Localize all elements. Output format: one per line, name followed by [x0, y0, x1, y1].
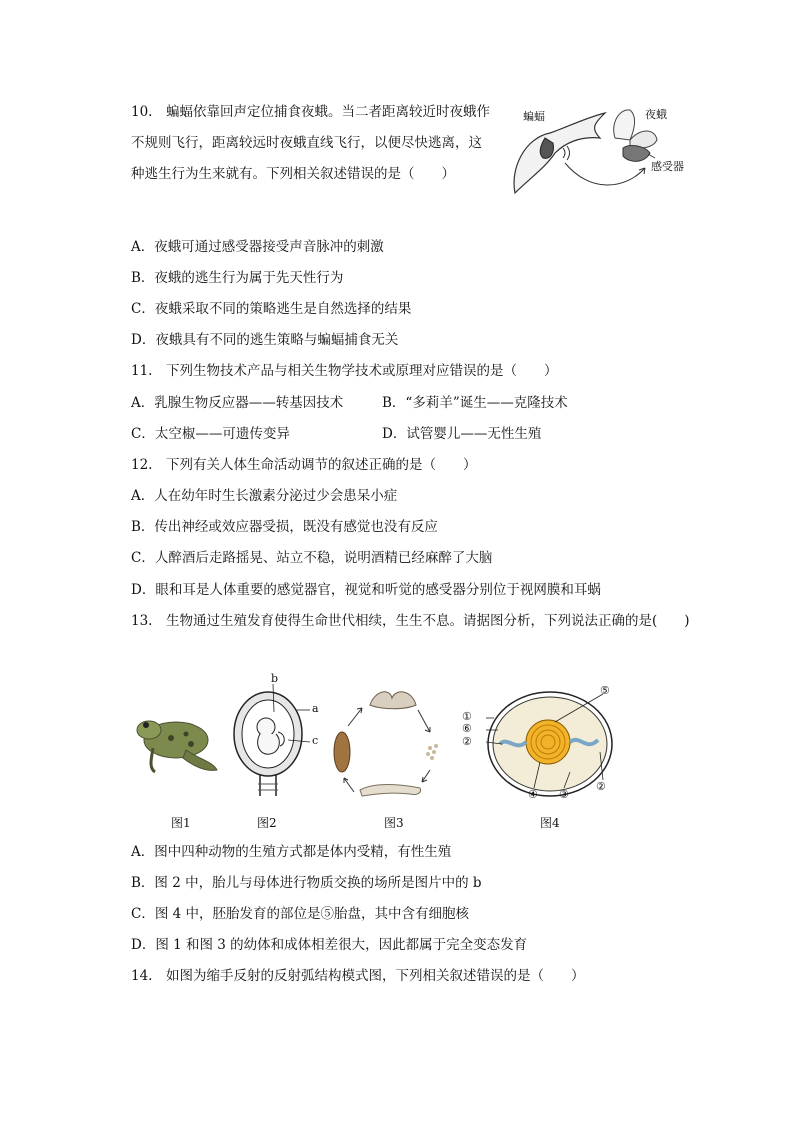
uterus-drawing — [228, 672, 323, 802]
fig4-label-2-left: ② — [462, 735, 472, 748]
silkworm-drawing — [330, 680, 450, 805]
q13-stem: 13. 生物通过生殖发育使得生命世代相续，生生不息。请据图分析，下列说法正确的是( ) — [131, 613, 690, 629]
fig2-uterus — [228, 672, 323, 802]
fig4-label-6: ⑥ — [462, 722, 472, 735]
q12-option-d: D．眼和耳是人体重要的感觉器官，视觉和听觉的感受器分别位于视网膜和耳蜗 — [131, 582, 601, 598]
q12-option-b: B．传出神经或效应器受损，既没有感觉也没有反应 — [131, 519, 438, 535]
caption-fig1: 图1 — [171, 816, 191, 830]
frog-drawing — [131, 700, 221, 780]
q11-option-a: A．乳腺生物反应器——转基因技术 — [131, 395, 344, 411]
q14-stem: 14. 如图为缩手反射的反射弧结构模式图，下列相关叙述错误的是（ ） — [131, 968, 585, 984]
q11-option-b: B．“多莉羊”诞生——克隆技术 — [382, 395, 568, 411]
q13-option-a: A．图中四种动物的生殖方式都是体内受精，有性生殖 — [131, 844, 452, 860]
bat-label: 蝙蝠 — [523, 110, 545, 123]
fig1-frog — [131, 700, 221, 780]
q10-option-a: A．夜蛾可通过感受器接受声音脉冲的刺激 — [131, 239, 384, 255]
fig4-label-3: ③ — [559, 788, 569, 801]
q10-stem-line-1: 10. 蝙蝠依靠回声定位捕食夜蛾。当二者距离较近时夜蛾作 — [131, 104, 490, 120]
q10-stem-line-3: 种逃生行为生来就有。下列相关叙述错误的是（ ） — [131, 166, 455, 182]
q12-option-a: A．人在幼年时生长激素分泌过少会患呆小症 — [131, 488, 398, 504]
q10-option-b: B．夜蛾的逃生行为属于先天性行为 — [131, 270, 344, 286]
fig4-label-4: ④ — [528, 788, 538, 801]
fig2-label-b: b — [271, 672, 279, 685]
fig2-label-a: a — [312, 702, 319, 715]
caption-fig4: 图4 — [540, 816, 560, 830]
q11-option-c: C．太空椒——可遗传变异 — [131, 426, 290, 442]
q11-option-d: D．试管婴儿——无性生殖 — [382, 426, 542, 442]
q13-option-b: B．图 2 中，胎儿与母体进行物质交换的场所是图片中的 b — [131, 875, 482, 891]
q12-option-c: C．人醉酒后走路摇晃、站立不稳，说明酒精已经麻醉了大脑 — [131, 550, 493, 566]
bat-moth-figure — [505, 98, 705, 208]
fig4-label-1: ① — [462, 710, 472, 723]
caption-fig2: 图2 — [257, 816, 277, 830]
q11-stem: 11. 下列生物技术产品与相关生物学技术或原理对应错误的是（ ） — [131, 363, 558, 379]
fig4-label-5: ⑤ — [600, 684, 610, 697]
moth-label: 夜蛾 — [645, 108, 667, 121]
receptor-label: 感受器 — [651, 160, 684, 173]
fig2-label-c: c — [312, 734, 319, 747]
fig4-label-2-right: ② — [596, 780, 606, 793]
q13-option-d: D．图 1 和图 3 的幼体和成体相差很大，因此都属于完全变态发育 — [131, 937, 528, 953]
fig3-silkworm-cycle — [330, 680, 450, 805]
q10-option-d: D．夜蛾具有不同的逃生策略与蝙蝠捕食无关 — [131, 332, 399, 348]
q10-stem-line-2: 不规则飞行，距离较远时夜蛾直线飞行，以便尽快逃离，这 — [131, 135, 482, 151]
q10-option-c: C．夜蛾采取不同的策略逃生是自然选择的结果 — [131, 301, 412, 317]
q12-stem: 12. 下列有关人体生命活动调节的叙述正确的是（ ） — [131, 457, 477, 473]
caption-fig3: 图3 — [384, 816, 404, 830]
q13-option-c: C．图 4 中，胚胎发育的部位是⑤胎盘，其中含有细胞核 — [131, 906, 470, 922]
fig4-bird-egg — [460, 682, 630, 807]
